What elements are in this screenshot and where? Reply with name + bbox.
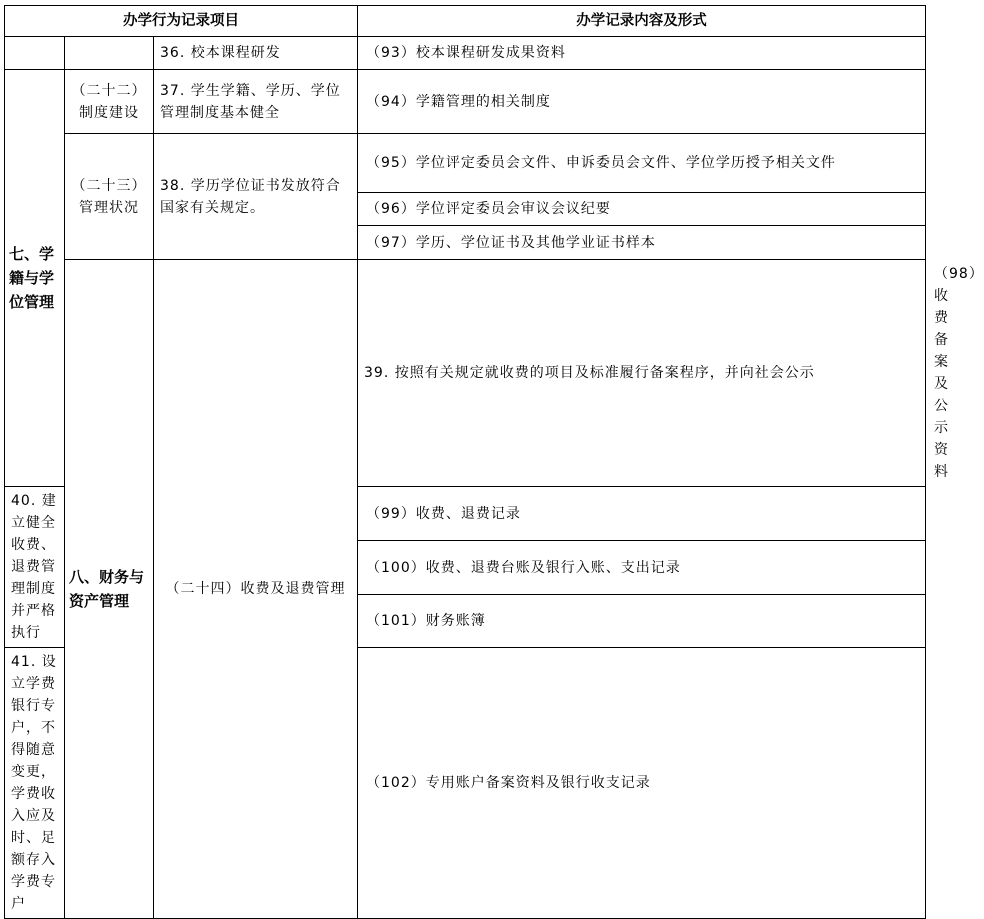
subcategory-22: （二十二）制度建设 — [65, 70, 154, 134]
item-39: 39. 按照有关规定就收费的项目及标准履行备案程序，并向社会公示 — [358, 260, 926, 487]
item-36: 36. 校本课程研发 — [154, 37, 358, 70]
record-102: （102）专用账户备案资料及银行收支记录 — [358, 648, 926, 919]
empty-category-cell — [5, 37, 65, 70]
subcategory-23: （二十三）管理状况 — [65, 134, 154, 260]
item-40: 40. 建立健全收费、退费管理制度并严格执行 — [5, 487, 65, 648]
table-row — [5, 37, 926, 70]
record-97: （97）学历、学位证书及其他学业证书样本 — [358, 226, 926, 260]
header-row — [5, 6, 926, 37]
record-94: （94）学籍管理的相关制度 — [358, 70, 926, 134]
record-99: （99）收费、退费记录 — [358, 487, 926, 541]
category-8: 八、财务与资产管理 — [65, 260, 154, 919]
table-row — [5, 70, 926, 134]
table-row — [5, 134, 926, 193]
table-row: 八、财务与资产管理 （二十四）收费及退费管理 39. 按照有关规定就收费的项目及标准履行备案程序，并向社会公示 （98）收费备案及公示资料 — [5, 260, 926, 487]
subcategory-24: （二十四）收费及退费管理 — [154, 260, 358, 919]
category-7: 七、学籍与学位管理 — [5, 70, 65, 487]
header-right: 办学记录内容及形式 — [358, 6, 926, 37]
record-96: （96）学位评定委员会审议会议纪要 — [358, 193, 926, 226]
record-93: （93）校本课程研发成果资料 — [358, 37, 926, 70]
record-95: （95）学位评定委员会文件、申诉委员会文件、学位学历授予相关文件 — [358, 134, 926, 193]
record-100: （100）收费、退费台账及银行入账、支出记录 — [358, 541, 926, 595]
records-table — [4, 5, 984, 919]
item-37: 37. 学生学籍、学历、学位管理制度基本健全 — [154, 70, 358, 134]
item-38: 38. 学历学位证书发放符合国家有关规定。 — [154, 134, 358, 260]
header-left: 办学行为记录项目 — [5, 6, 358, 37]
item-41: 41. 设立学费银行专户，不得随意变更，学费收入应及时、足额存入学费专户 — [5, 648, 65, 919]
record-101: （101）财务账簿 — [358, 595, 926, 648]
empty-subcategory-cell — [65, 37, 154, 70]
